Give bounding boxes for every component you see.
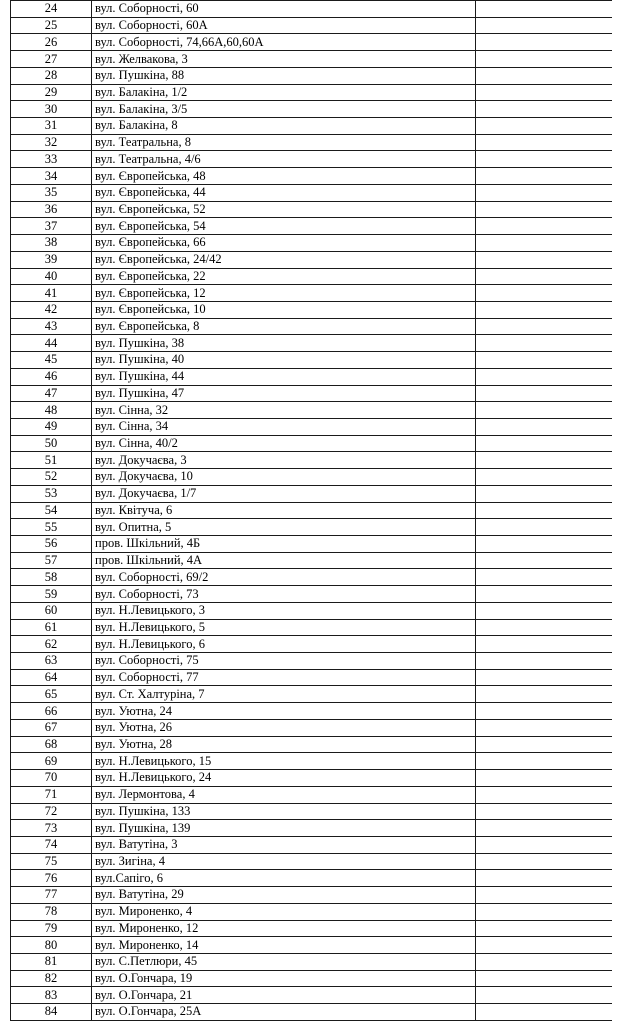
row-empty-cell <box>476 368 617 385</box>
row-address: вул. Європейська, 10 <box>92 301 476 318</box>
table-row <box>11 719 617 736</box>
row-number: 36 <box>11 201 92 218</box>
row-empty-cell <box>476 887 617 904</box>
row-empty-cell <box>476 168 617 185</box>
row-empty-cell <box>476 636 617 653</box>
row-number: 76 <box>11 870 92 887</box>
table-row <box>11 168 617 185</box>
row-empty-cell <box>476 653 617 670</box>
table-row <box>11 418 617 435</box>
row-empty-cell <box>476 469 617 486</box>
row-empty-cell <box>476 836 617 853</box>
row-number: 46 <box>11 368 92 385</box>
row-address: вул. Пушкіна, 38 <box>92 335 476 352</box>
row-address: вул. Н.Левицького, 3 <box>92 602 476 619</box>
row-empty-cell <box>476 502 617 519</box>
row-number: 41 <box>11 285 92 302</box>
row-empty-cell <box>476 51 617 68</box>
table-row <box>11 34 617 51</box>
row-number: 51 <box>11 452 92 469</box>
row-number: 62 <box>11 636 92 653</box>
row-empty-cell <box>476 953 617 970</box>
row-address: вул. Квітуча, 6 <box>92 502 476 519</box>
row-number: 72 <box>11 803 92 820</box>
row-empty-cell <box>476 853 617 870</box>
table-row <box>11 218 617 235</box>
row-number: 58 <box>11 569 92 586</box>
row-address: вул. Сінна, 32 <box>92 402 476 419</box>
table-row <box>11 385 617 402</box>
row-empty-cell <box>476 552 617 569</box>
row-address: вул. Соборності, 74,66А,60,60А <box>92 34 476 51</box>
table-row <box>11 669 617 686</box>
table-row <box>11 134 617 151</box>
table-row <box>11 519 617 536</box>
row-empty-cell <box>476 753 617 770</box>
row-address: вул. Уютна, 24 <box>92 703 476 720</box>
row-number: 61 <box>11 619 92 636</box>
row-number: 67 <box>11 719 92 736</box>
row-number: 32 <box>11 134 92 151</box>
table-row <box>11 201 617 218</box>
row-address: вул. Пушкіна, 40 <box>92 352 476 369</box>
row-empty-cell <box>476 318 617 335</box>
row-address: вул. Соборності, 69/2 <box>92 569 476 586</box>
row-number: 52 <box>11 469 92 486</box>
table-row <box>11 569 617 586</box>
row-number: 40 <box>11 268 92 285</box>
table-row <box>11 970 617 987</box>
row-number: 64 <box>11 669 92 686</box>
table-row <box>11 552 617 569</box>
row-address: вул. Європейська, 52 <box>92 201 476 218</box>
row-empty-cell <box>476 987 617 1004</box>
row-empty-cell <box>476 235 617 252</box>
table-row <box>11 485 617 502</box>
row-address: вул. Желвакова, 3 <box>92 51 476 68</box>
row-empty-cell <box>476 101 617 118</box>
row-empty-cell <box>476 184 617 201</box>
row-number: 44 <box>11 335 92 352</box>
table-row <box>11 887 617 904</box>
page-edge <box>612 0 618 1024</box>
row-empty-cell <box>476 385 617 402</box>
row-address: вул. Сінна, 40/2 <box>92 435 476 452</box>
row-address: вул. Європейська, 66 <box>92 235 476 252</box>
row-empty-cell <box>476 485 617 502</box>
table-row <box>11 335 617 352</box>
address-table-body <box>11 1 617 1021</box>
table-row <box>11 17 617 34</box>
row-number: 29 <box>11 84 92 101</box>
row-number: 57 <box>11 552 92 569</box>
row-empty-cell <box>476 786 617 803</box>
row-empty-cell <box>476 937 617 954</box>
row-empty-cell <box>476 67 617 84</box>
row-number: 30 <box>11 101 92 118</box>
row-empty-cell <box>476 34 617 51</box>
row-number: 39 <box>11 251 92 268</box>
row-address: вул. Європейська, 54 <box>92 218 476 235</box>
address-table <box>10 0 617 1021</box>
row-empty-cell <box>476 151 617 168</box>
table-row <box>11 937 617 954</box>
table-row <box>11 235 617 252</box>
row-number: 37 <box>11 218 92 235</box>
table-row <box>11 602 617 619</box>
row-address: вул. Ватутіна, 3 <box>92 836 476 853</box>
row-address: пров. Шкільний, 4А <box>92 552 476 569</box>
table-row <box>11 903 617 920</box>
row-empty-cell <box>476 820 617 837</box>
row-empty-cell <box>476 770 617 787</box>
row-address: вул. Соборності, 75 <box>92 653 476 670</box>
table-row <box>11 84 617 101</box>
table-row <box>11 686 617 703</box>
row-number: 54 <box>11 502 92 519</box>
row-address: вул. Зигіна, 4 <box>92 853 476 870</box>
row-address: вул. Мироненко, 14 <box>92 937 476 954</box>
row-address: вул. Балакіна, 1/2 <box>92 84 476 101</box>
row-address: вул. Н.Левицького, 6 <box>92 636 476 653</box>
row-address: вул. О.Гончара, 25А <box>92 1004 476 1021</box>
row-address: вул. Мироненко, 4 <box>92 903 476 920</box>
table-row <box>11 318 617 335</box>
row-number: 56 <box>11 536 92 553</box>
row-empty-cell <box>476 920 617 937</box>
row-empty-cell <box>476 402 617 419</box>
row-address: вул. Європейська, 22 <box>92 268 476 285</box>
row-empty-cell <box>476 619 617 636</box>
row-empty-cell <box>476 84 617 101</box>
table-row <box>11 703 617 720</box>
table-row <box>11 101 617 118</box>
row-address: вул. Докучаєва, 1/7 <box>92 485 476 502</box>
row-address: вул. Соборності, 73 <box>92 586 476 603</box>
table-row <box>11 452 617 469</box>
row-number: 24 <box>11 1 92 18</box>
table-row <box>11 184 617 201</box>
row-address: вул. Балакіна, 8 <box>92 118 476 135</box>
row-number: 31 <box>11 118 92 135</box>
row-number: 47 <box>11 385 92 402</box>
table-row <box>11 920 617 937</box>
table-row <box>11 753 617 770</box>
row-number: 74 <box>11 836 92 853</box>
row-number: 60 <box>11 602 92 619</box>
table-row <box>11 368 617 385</box>
table-row <box>11 653 617 670</box>
row-number: 83 <box>11 987 92 1004</box>
row-address: вул. О.Гончара, 21 <box>92 987 476 1004</box>
row-empty-cell <box>476 719 617 736</box>
row-empty-cell <box>476 118 617 135</box>
row-empty-cell <box>476 335 617 352</box>
row-number: 26 <box>11 34 92 51</box>
table-row <box>11 786 617 803</box>
row-empty-cell <box>476 285 617 302</box>
table-row <box>11 51 617 68</box>
row-empty-cell <box>476 703 617 720</box>
table-row <box>11 836 617 853</box>
table-row <box>11 870 617 887</box>
row-empty-cell <box>476 586 617 603</box>
row-number: 25 <box>11 17 92 34</box>
row-address: вул. Європейська, 48 <box>92 168 476 185</box>
row-empty-cell <box>476 435 617 452</box>
table-row <box>11 736 617 753</box>
row-number: 42 <box>11 301 92 318</box>
row-number: 68 <box>11 736 92 753</box>
row-number: 55 <box>11 519 92 536</box>
row-empty-cell <box>476 251 617 268</box>
row-number: 81 <box>11 953 92 970</box>
table-row <box>11 151 617 168</box>
row-number: 49 <box>11 418 92 435</box>
table-row <box>11 803 617 820</box>
row-empty-cell <box>476 569 617 586</box>
row-address: вул. Ст. Халтуріна, 7 <box>92 686 476 703</box>
table-row <box>11 820 617 837</box>
table-row <box>11 301 617 318</box>
row-number: 28 <box>11 67 92 84</box>
row-empty-cell <box>476 970 617 987</box>
row-address: вул. Театральна, 4/6 <box>92 151 476 168</box>
row-empty-cell <box>476 268 617 285</box>
row-address: вул. Докучаєва, 10 <box>92 469 476 486</box>
row-address: вул. Пушкіна, 88 <box>92 67 476 84</box>
row-number: 59 <box>11 586 92 603</box>
row-number: 43 <box>11 318 92 335</box>
row-number: 35 <box>11 184 92 201</box>
row-number: 66 <box>11 703 92 720</box>
row-address: вул. Європейська, 8 <box>92 318 476 335</box>
row-empty-cell <box>476 519 617 536</box>
row-address: вул. Пушкіна, 133 <box>92 803 476 820</box>
row-number: 82 <box>11 970 92 987</box>
row-address: вул. Докучаєва, 3 <box>92 452 476 469</box>
row-empty-cell <box>476 201 617 218</box>
table-row <box>11 402 617 419</box>
row-empty-cell <box>476 1 617 18</box>
table-row <box>11 268 617 285</box>
table-row <box>11 1004 617 1021</box>
row-address: вул. Європейська, 44 <box>92 184 476 201</box>
row-address: вул. Лермонтова, 4 <box>92 786 476 803</box>
row-empty-cell <box>476 17 617 34</box>
table-row <box>11 853 617 870</box>
row-number: 79 <box>11 920 92 937</box>
row-address: вул. Балакіна, 3/5 <box>92 101 476 118</box>
row-address: вул. Пушкіна, 139 <box>92 820 476 837</box>
row-number: 53 <box>11 485 92 502</box>
row-address: вул. Ватутіна, 29 <box>92 887 476 904</box>
row-address: вул. Уютна, 28 <box>92 736 476 753</box>
row-number: 69 <box>11 753 92 770</box>
row-number: 34 <box>11 168 92 185</box>
row-empty-cell <box>476 669 617 686</box>
row-address: вул. Уютна, 26 <box>92 719 476 736</box>
table-row <box>11 636 617 653</box>
table-row <box>11 770 617 787</box>
row-address: вул.Сапіго, 6 <box>92 870 476 887</box>
row-number: 27 <box>11 51 92 68</box>
row-number: 77 <box>11 887 92 904</box>
row-empty-cell <box>476 452 617 469</box>
row-empty-cell <box>476 134 617 151</box>
row-address: вул. О.Гончара, 19 <box>92 970 476 987</box>
row-empty-cell <box>476 903 617 920</box>
row-address: вул. Сінна, 34 <box>92 418 476 435</box>
row-address: вул. Європейська, 24/42 <box>92 251 476 268</box>
row-empty-cell <box>476 803 617 820</box>
row-address: вул. Опитна, 5 <box>92 519 476 536</box>
row-address: вул. Пушкіна, 44 <box>92 368 476 385</box>
row-address: вул. Соборності, 60 <box>92 1 476 18</box>
row-number: 38 <box>11 235 92 252</box>
row-address: вул. Н.Левицького, 24 <box>92 770 476 787</box>
row-number: 71 <box>11 786 92 803</box>
row-empty-cell <box>476 352 617 369</box>
row-empty-cell <box>476 686 617 703</box>
row-empty-cell <box>476 870 617 887</box>
table-row <box>11 352 617 369</box>
row-address: вул. С.Петлюри, 45 <box>92 953 476 970</box>
row-address: вул. Соборності, 60А <box>92 17 476 34</box>
row-number: 70 <box>11 770 92 787</box>
row-address: вул. Н.Левицького, 15 <box>92 753 476 770</box>
row-empty-cell <box>476 736 617 753</box>
row-number: 48 <box>11 402 92 419</box>
row-address: вул. Театральна, 8 <box>92 134 476 151</box>
table-row <box>11 67 617 84</box>
row-number: 63 <box>11 653 92 670</box>
row-empty-cell <box>476 301 617 318</box>
row-address: вул. Н.Левицького, 5 <box>92 619 476 636</box>
row-empty-cell <box>476 1004 617 1021</box>
table-row <box>11 619 617 636</box>
table-row <box>11 469 617 486</box>
row-number: 80 <box>11 937 92 954</box>
row-address: пров. Шкільний, 4Б <box>92 536 476 553</box>
table-row <box>11 1 617 18</box>
row-address: вул. Пушкіна, 47 <box>92 385 476 402</box>
row-empty-cell <box>476 602 617 619</box>
table-row <box>11 118 617 135</box>
row-number: 45 <box>11 352 92 369</box>
row-number: 65 <box>11 686 92 703</box>
row-number: 78 <box>11 903 92 920</box>
row-address: вул. Соборності, 77 <box>92 669 476 686</box>
table-row <box>11 987 617 1004</box>
table-row <box>11 251 617 268</box>
row-empty-cell <box>476 536 617 553</box>
row-number: 50 <box>11 435 92 452</box>
row-number: 73 <box>11 820 92 837</box>
row-address: вул. Європейська, 12 <box>92 285 476 302</box>
row-empty-cell <box>476 218 617 235</box>
row-address: вул. Мироненко, 12 <box>92 920 476 937</box>
row-empty-cell <box>476 418 617 435</box>
row-number: 84 <box>11 1004 92 1021</box>
table-row <box>11 586 617 603</box>
table-row <box>11 285 617 302</box>
row-number: 33 <box>11 151 92 168</box>
table-row <box>11 502 617 519</box>
row-number: 75 <box>11 853 92 870</box>
table-row <box>11 536 617 553</box>
table-row <box>11 435 617 452</box>
table-row <box>11 953 617 970</box>
